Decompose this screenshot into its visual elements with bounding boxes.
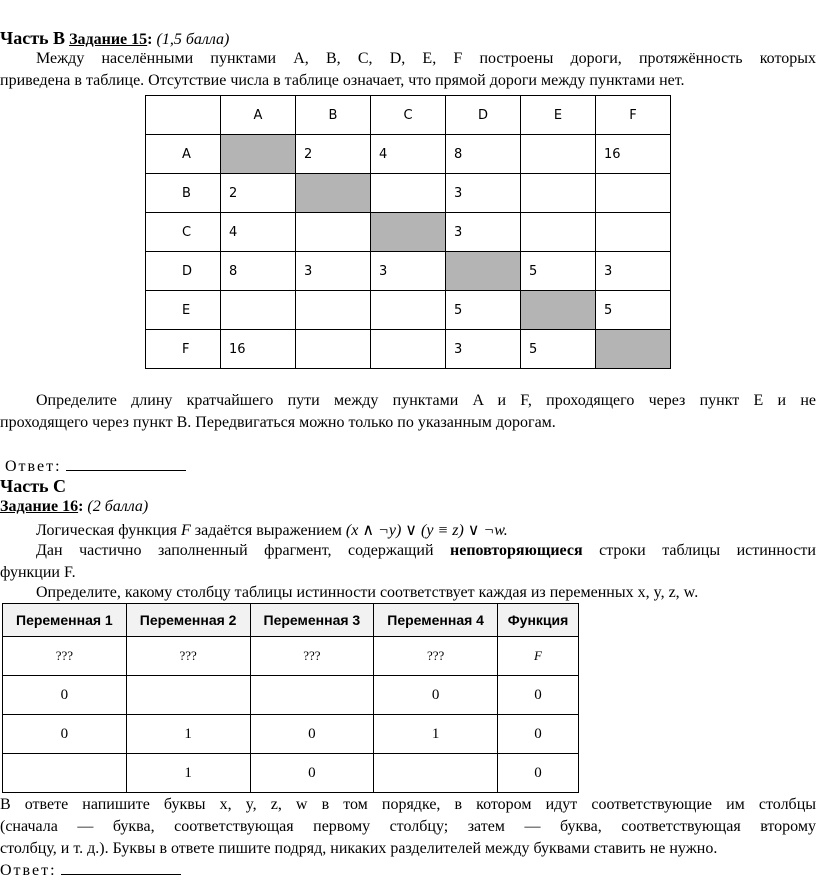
row-header: F bbox=[146, 330, 221, 369]
answer-label: Ответ: bbox=[0, 862, 57, 879]
truth-cell bbox=[3, 754, 127, 793]
truth-cell: 1 bbox=[126, 754, 250, 793]
row-header: A bbox=[146, 135, 221, 174]
truth-column-header: Переменная 2 bbox=[126, 604, 250, 637]
distance-cell: 3 bbox=[446, 174, 521, 213]
distance-cell bbox=[521, 213, 596, 252]
task-15-colon: : bbox=[147, 31, 153, 48]
truth-cell: 0 bbox=[3, 676, 127, 715]
distance-cell bbox=[221, 291, 296, 330]
distance-cell bbox=[596, 213, 671, 252]
truth-cell: 0 bbox=[374, 676, 498, 715]
truth-cell: 0 bbox=[498, 715, 579, 754]
distance-cell: 16 bbox=[596, 135, 671, 174]
truth-cell bbox=[126, 676, 250, 715]
row-header: B bbox=[146, 174, 221, 213]
task-15-points: (1,5 балла) bbox=[152, 31, 230, 48]
truth-cell: 1 bbox=[374, 715, 498, 754]
truth-column-header: Переменная 1 bbox=[3, 604, 127, 637]
distance-table-header-row bbox=[146, 96, 671, 135]
distance-cell bbox=[296, 330, 371, 369]
distance-cell bbox=[296, 291, 371, 330]
distance-cell: 5 bbox=[521, 330, 596, 369]
distance-cell bbox=[371, 330, 446, 369]
truth-cell: ??? bbox=[3, 637, 127, 676]
diagonal-cell bbox=[446, 252, 521, 291]
distance-cell: 16 bbox=[221, 330, 296, 369]
truth-table-unknown-row bbox=[3, 637, 579, 676]
truth-cell: 0 bbox=[250, 754, 374, 793]
distance-cell: 3 bbox=[446, 330, 521, 369]
distance-cell: 4 bbox=[371, 135, 446, 174]
function-mid: задаётся выражением bbox=[190, 522, 346, 539]
distance-table-row bbox=[146, 252, 671, 291]
row-header: E bbox=[146, 291, 221, 330]
truth-cell: 0 bbox=[498, 676, 579, 715]
task-15-question-line2: проходящего через пункт B. Передвигаться можно только по указанным дорогам. bbox=[0, 414, 556, 431]
truth-column-header: Функция bbox=[498, 604, 579, 637]
task-16-colon: : bbox=[78, 498, 84, 515]
column-header: E bbox=[521, 96, 596, 135]
distance-table-row bbox=[146, 135, 671, 174]
row-header: D bbox=[146, 252, 221, 291]
column-header: C bbox=[371, 96, 446, 135]
distance-cell: 5 bbox=[446, 291, 521, 330]
task-15-question-line1: Определите длину кратчайшего пути между пунктами A и F, проходящего через пункт E и не bbox=[36, 392, 816, 409]
task-16-answer bbox=[0, 860, 181, 880]
task-15-label: Задание 15 bbox=[69, 31, 148, 48]
diagonal-cell bbox=[221, 135, 296, 174]
diagonal-cell bbox=[296, 174, 371, 213]
answer-blank bbox=[66, 456, 186, 471]
fragment-prefix: Дан частично заполненный фрагмент, содержащий bbox=[36, 542, 450, 559]
distance-cell: 2 bbox=[221, 174, 296, 213]
distance-cell: 3 bbox=[371, 252, 446, 291]
truth-column-header: Переменная 3 bbox=[250, 604, 374, 637]
truth-cell: 0 bbox=[3, 715, 127, 754]
function-name: F bbox=[181, 522, 191, 539]
function-expression: (x ∧ ¬y) ∨ (y ≡ z) ∨ ¬w. bbox=[345, 522, 508, 539]
distance-cell: 5 bbox=[596, 291, 671, 330]
distance-cell: 8 bbox=[221, 252, 296, 291]
truth-cell: ??? bbox=[250, 637, 374, 676]
task-16-instruction-line2: (сначала — буква, соответствующая первому столбцу; затем — буква, соответствующая второму bbox=[0, 818, 816, 835]
distance-table-corner bbox=[146, 96, 221, 135]
distance-cell: 4 bbox=[221, 213, 296, 252]
part-c-title: Часть C bbox=[0, 476, 67, 496]
truth-cell: F bbox=[498, 637, 579, 676]
task-15-answer bbox=[5, 456, 186, 476]
fragment-bold: неповторяющиеся bbox=[450, 542, 583, 559]
distance-cell bbox=[521, 135, 596, 174]
distance-table-row bbox=[146, 330, 671, 369]
distance-cell: 5 bbox=[521, 252, 596, 291]
truth-table-row bbox=[3, 715, 579, 754]
fragment-suffix: строки таблицы истинности bbox=[582, 542, 816, 559]
distance-cell: 2 bbox=[296, 135, 371, 174]
truth-table-header-row bbox=[3, 604, 579, 637]
distance-table-row bbox=[146, 174, 671, 213]
column-header: D bbox=[446, 96, 521, 135]
task-16-points: (2 балла) bbox=[83, 498, 149, 515]
truth-cell bbox=[250, 676, 374, 715]
distance-table-row bbox=[146, 213, 671, 252]
distance-table-row bbox=[146, 291, 671, 330]
task-16-instruction-line3: столбцу, и т. д.). Буквы в ответе пишите подряд, никаких разделителей между буквами ставить не нужно. bbox=[0, 840, 718, 857]
task-16-heading bbox=[0, 498, 148, 516]
task-16-fragment-line2: функции F. bbox=[0, 564, 76, 581]
answer-blank bbox=[61, 860, 181, 875]
distance-table bbox=[145, 95, 671, 369]
diagonal-cell bbox=[521, 291, 596, 330]
part-b-heading bbox=[0, 28, 229, 49]
column-header: B bbox=[296, 96, 371, 135]
row-header: C bbox=[146, 213, 221, 252]
column-header: F bbox=[596, 96, 671, 135]
truth-table-row bbox=[3, 676, 579, 715]
truth-table bbox=[2, 603, 579, 793]
distance-cell bbox=[521, 174, 596, 213]
task-16-function-line bbox=[36, 520, 508, 540]
column-header: A bbox=[221, 96, 296, 135]
distance-cell: 3 bbox=[446, 213, 521, 252]
truth-cell: ??? bbox=[374, 637, 498, 676]
distance-cell: 3 bbox=[596, 252, 671, 291]
truth-column-header: Переменная 4 bbox=[374, 604, 498, 637]
distance-cell: 8 bbox=[446, 135, 521, 174]
diagonal-cell bbox=[371, 213, 446, 252]
distance-cell bbox=[596, 174, 671, 213]
truth-cell: 0 bbox=[250, 715, 374, 754]
part-b-title: Часть B bbox=[0, 28, 66, 48]
task-16-instruction-line1: В ответе напишите буквы x, y, z, w в том порядке, в котором идут соответствующие им столбцы bbox=[0, 796, 816, 813]
truth-cell: 1 bbox=[126, 715, 250, 754]
distance-cell bbox=[371, 291, 446, 330]
distance-cell bbox=[371, 174, 446, 213]
truth-cell: ??? bbox=[126, 637, 250, 676]
distance-cell: 3 bbox=[296, 252, 371, 291]
truth-cell bbox=[374, 754, 498, 793]
function-prefix: Логическая функция bbox=[36, 522, 182, 539]
truth-cell: 0 bbox=[498, 754, 579, 793]
task-15-intro-line1: Между населёнными пунктами A, B, C, D, E, F построены дороги, протяжённость которых bbox=[36, 50, 816, 67]
answer-label: Ответ: bbox=[5, 458, 62, 475]
task-16-fragment-line1 bbox=[0, 542, 816, 560]
diagonal-cell bbox=[596, 330, 671, 369]
task-16-label: Задание 16 bbox=[0, 498, 79, 515]
truth-table-row bbox=[3, 754, 579, 793]
task-16-determine: Определите, какому столбцу таблицы истинности соответствует каждая из переменных x, y, z, w. bbox=[36, 584, 699, 601]
task-15-intro-line2: приведена в таблице. Отсутствие числа в таблице означает, что прямой дороги между пунктами нет. bbox=[0, 72, 685, 89]
distance-cell bbox=[296, 213, 371, 252]
